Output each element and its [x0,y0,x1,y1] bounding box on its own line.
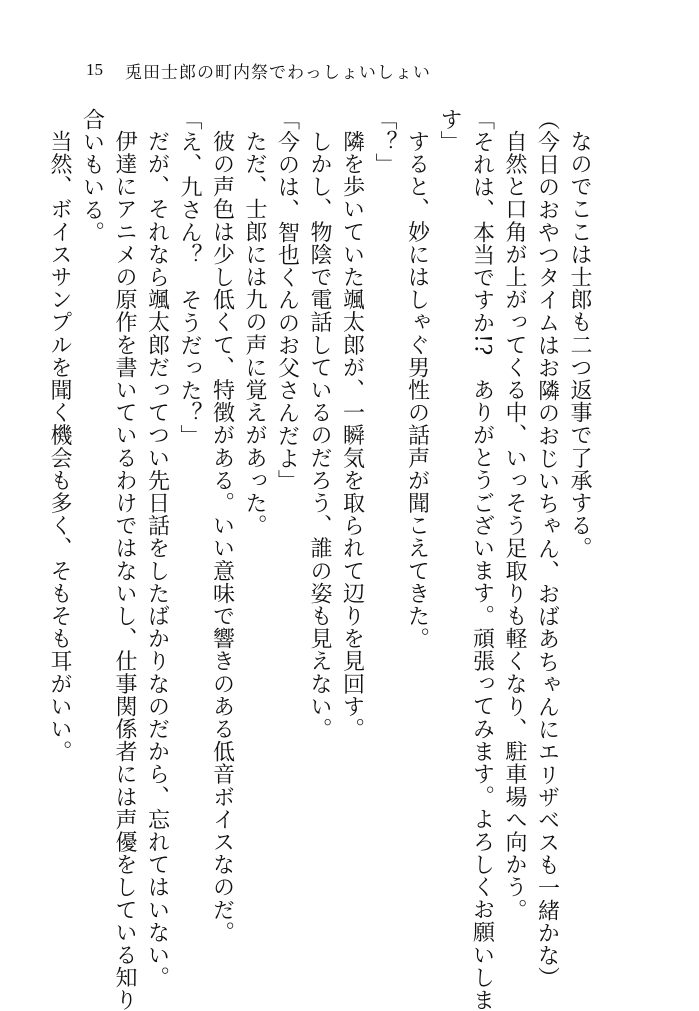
text-line: ただ、士郎には九の声に覚えがあった。 [242,130,267,537]
vertical-body-text [47,108,595,1011]
text-line: 「それは、本当ですか!? ありがとうございます。頑張ってみます。よろしくお願いしま [469,108,495,1011]
text-line: 「？」 [372,108,397,176]
text-line: す」 [437,108,462,154]
text-line: なのでここは士郎も二つ返事で了承する。 [567,130,592,560]
text-line: （今日のおやつタイムはお隣のおじいちゃん、おばあちゃんにエリザベスも一緒かな） [534,108,560,990]
book-title: 兎田士郎の町内祭でわっしょいしょい [125,62,431,83]
text-line: だが、それなら颯太郎だってつい先日話をしたばかりなのだから、忘れてはいない。 [144,130,170,989]
text-line: 「え、九さん？ そうだった？」 [177,108,202,447]
text-line: 彼の声色は少し低くて、特徴がある。いい意味で響きのある低音ボイスなのだ。 [209,130,235,944]
text-line: 合いもいる。 [79,108,105,244]
text-line: 自然と口角が上がってくる中、いっそう足取りも軽くなり、駐車場へ向かう。 [502,130,527,921]
text-line: すると、妙にはしゃぐ男性の話声が聞こえてきた。 [404,130,430,650]
text-line: しかし、物陰で電話しているのだろう、誰の姿も見えない。 [307,130,332,741]
text-line: 当然、ボイスサンプルを聞く機会も多く、そもそも耳がいい。 [47,130,72,763]
text-line: 「今のは、智也くんのお父さんだよ」 [274,108,300,493]
text-line: 隣を歩いていた颯太郎が、一瞬気を取られて辺りを見回す。 [339,130,365,741]
page-number: 15 [86,60,103,79]
page-header [86,60,431,83]
text-line: 伊達にアニメの原作を書いているわけではないし、仕事関係者には声優をしている知り [112,130,137,1011]
